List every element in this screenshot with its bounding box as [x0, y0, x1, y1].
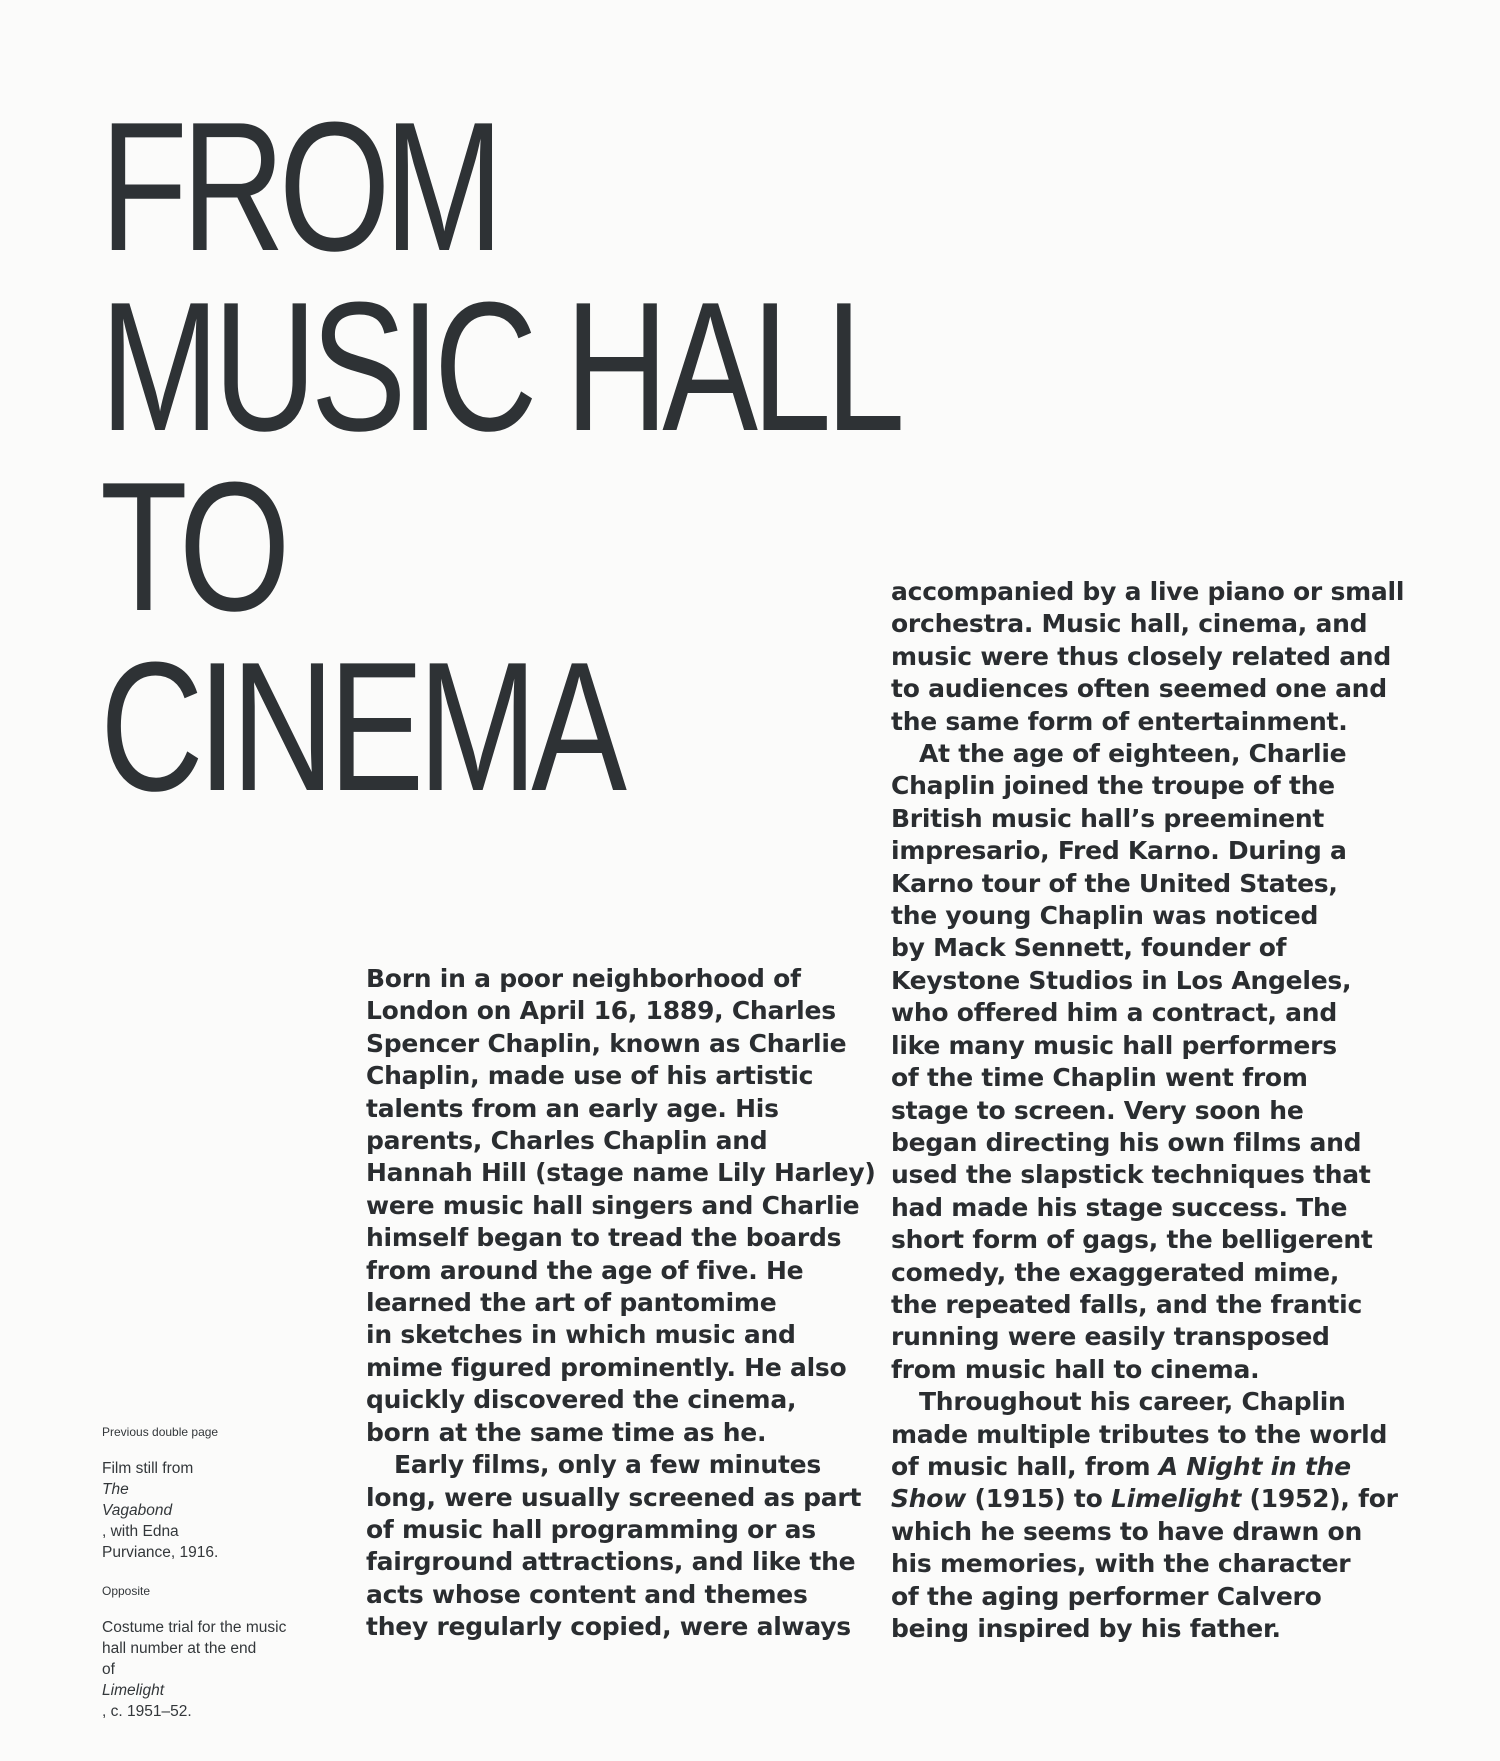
text-run: , with Edna — [102, 1523, 179, 1540]
film-title-italic: Show — [891, 1484, 967, 1514]
body-line: British music hall’s preeminent — [891, 803, 1325, 833]
text-run: , c. 1951–52. — [102, 1703, 192, 1720]
text-run: (1952), for — [1241, 1484, 1398, 1514]
body-line: fairground attractions, and like the — [366, 1547, 856, 1577]
body-line: from music hall to cinema. — [891, 1354, 1260, 1384]
caption-line — [102, 1500, 286, 1542]
caption-opposite — [102, 1617, 286, 1722]
body-line: Born in a poor neighborhood of — [366, 964, 801, 993]
title-line: CINEMA — [100, 623, 621, 829]
body-line: mime figured prominently. He also — [366, 1352, 847, 1382]
body-line: like many music hall performers — [891, 1030, 1337, 1060]
title-line: TO — [100, 443, 285, 649]
body-line: of the aging performer Calvero — [891, 1581, 1322, 1611]
body-line: quickly discovered the cinema, — [366, 1385, 797, 1415]
body-line: they regularly copied, were always — [366, 1612, 851, 1642]
chapter-title — [100, 83, 899, 829]
body-line: began directing his own films and — [891, 1127, 1362, 1157]
body-line: the repeated falls, and the frantic — [891, 1289, 1363, 1319]
caption-line: hall number at the end — [102, 1640, 257, 1657]
body-line: of the time Chaplin went from — [891, 1063, 1308, 1093]
caption-line: Purviance, 1916. — [102, 1544, 219, 1561]
body-line: used the slapstick techniques that — [891, 1160, 1371, 1190]
body-line: London on April 16, 1889, Charles — [366, 996, 836, 1026]
body-line: Chaplin joined the troupe of the — [891, 771, 1335, 801]
body-line: talents from an early age. His — [366, 1093, 779, 1123]
body-line: Throughout his career, Chaplin — [919, 1387, 1346, 1417]
body-line: music were thus closely related and — [891, 641, 1392, 671]
body-line: had made his stage success. The — [891, 1192, 1348, 1222]
body-line: accompanied by a live piano or small — [891, 577, 1405, 606]
body-line: by Mack Sennett, founder of — [891, 933, 1287, 963]
body-line: made multiple tributes to the world — [891, 1419, 1388, 1449]
body-line: of music hall programming or as — [366, 1514, 816, 1544]
caption-line — [102, 1659, 286, 1722]
body-line: who offered him a contract, and — [891, 998, 1337, 1028]
text-run: of — [102, 1661, 115, 1678]
body-line-with-italic — [891, 1483, 1404, 1515]
body-line: orchestra. Music hall, cinema, and — [891, 609, 1368, 639]
body-line: At the age of eighteen, Charlie — [919, 739, 1347, 769]
caption-label-opposite: Opposite — [102, 1584, 151, 1598]
text-run: (1915) to — [966, 1484, 1111, 1514]
body-line: Spencer Chaplin, known as Charlie — [366, 1028, 847, 1058]
text-run: of music hall, from — [891, 1451, 1159, 1481]
body-line: impresario, Fred Karno. During a — [891, 836, 1347, 866]
caption-label-previous: Previous double page — [102, 1425, 219, 1439]
body-line: Chaplin, made use of his artistic — [366, 1061, 814, 1091]
body-line: acts whose content and themes — [366, 1579, 808, 1609]
title-line: MUSIC HALL — [100, 263, 899, 469]
body-line: learned the art of pantomime — [366, 1288, 777, 1318]
body-line: Early films, only a few minutes — [394, 1450, 821, 1480]
body-line: Hannah Hill (stage name Lily Harley) — [366, 1158, 876, 1188]
body-line: the young Chaplin was noticed — [891, 901, 1319, 931]
film-title-italic: Limelight — [102, 1682, 165, 1699]
image-captions — [102, 1424, 286, 1742]
body-column-right — [891, 576, 1404, 1645]
body-line: which he seems to have drawn on — [891, 1516, 1363, 1546]
body-line: long, were usually screened as part — [366, 1482, 862, 1512]
body-line: running were easily transposed — [891, 1322, 1330, 1352]
body-line-with-italic — [891, 1451, 1404, 1483]
film-title-italic: Vagabond — [102, 1502, 173, 1519]
body-line: Karno tour of the United States, — [891, 868, 1338, 898]
caption-previous — [102, 1458, 286, 1563]
body-line: to audiences often seemed one and — [891, 674, 1387, 704]
film-title-italic: A Night in the — [1158, 1451, 1351, 1481]
caption-line — [102, 1458, 286, 1500]
body-line: Keystone Studios in Los Angeles, — [891, 965, 1352, 995]
body-line: born at the same time as he. — [366, 1417, 767, 1447]
text-run: Film still from — [102, 1460, 194, 1477]
caption-line: Costume trial for the music — [102, 1619, 287, 1636]
film-title-italic: The — [102, 1481, 129, 1498]
body-line: comedy, the exaggerated mime, — [891, 1257, 1340, 1287]
body-line: his memories, with the character — [891, 1549, 1351, 1579]
body-line: being inspired by his father. — [891, 1614, 1281, 1643]
body-column-left — [366, 963, 876, 1644]
body-line: the same form of entertainment. — [891, 706, 1348, 736]
title-line: FROM — [100, 83, 498, 289]
body-line: parents, Charles Chaplin and — [366, 1126, 768, 1156]
body-line: from around the age of five. He — [366, 1255, 804, 1285]
body-line: short form of gags, the belligerent — [891, 1225, 1373, 1255]
body-line: himself began to tread the boards — [366, 1223, 842, 1253]
film-title-italic: Limelight — [1111, 1484, 1242, 1514]
body-line: stage to screen. Very soon he — [891, 1095, 1304, 1125]
body-line: in sketches in which music and — [366, 1320, 796, 1350]
body-line: were music hall singers and Charlie — [366, 1190, 860, 1220]
